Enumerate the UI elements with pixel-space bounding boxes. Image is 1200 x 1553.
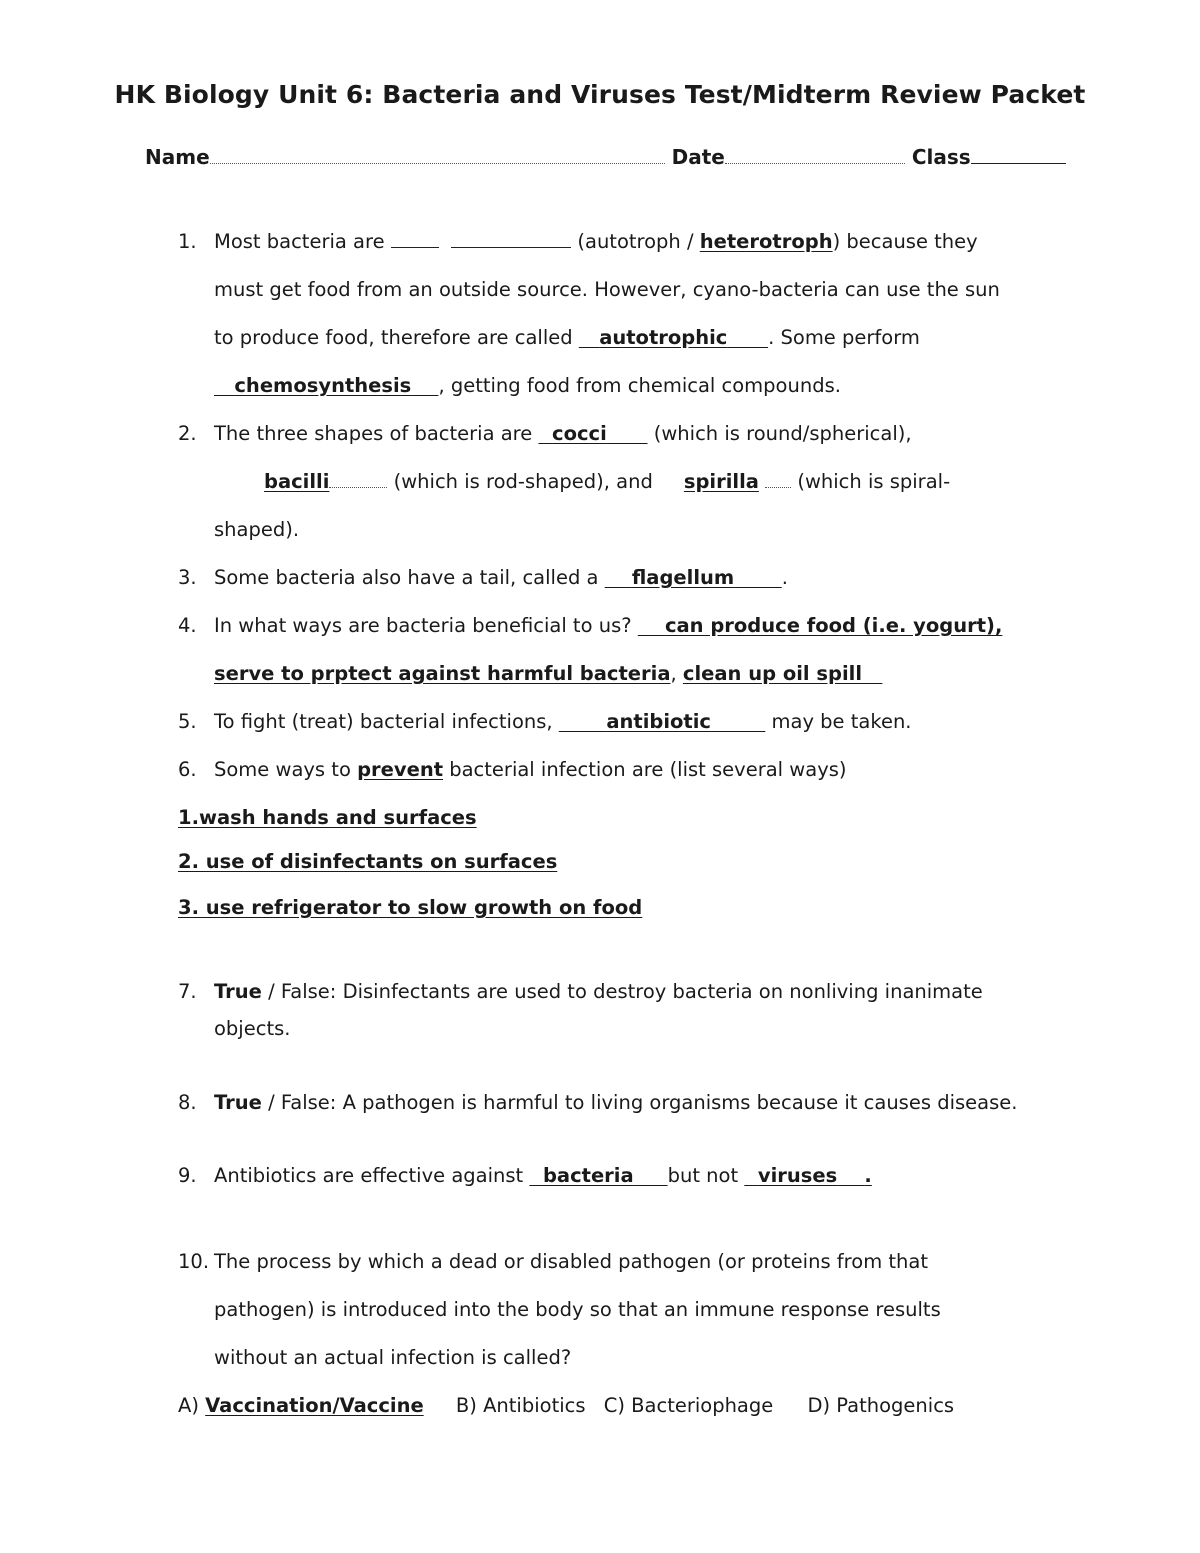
name-blank[interactable] xyxy=(210,151,665,164)
choice-c: C) Bacteriophage xyxy=(603,1394,774,1417)
q1-line-2: must get food from an outside source. However, cyano-bacteria can use the sun xyxy=(214,278,1000,301)
class-label: Class xyxy=(911,145,971,169)
q1-blank-2[interactable] xyxy=(451,235,571,248)
q1-text: Most bacteria are xyxy=(214,230,391,253)
q6-keyword: prevent xyxy=(357,758,444,781)
q2-answer-spirilla: spirilla xyxy=(683,470,759,493)
question-number: 10. xyxy=(178,1250,210,1273)
q4-answer-1: can produce food (i.e. yogurt), xyxy=(664,614,1003,637)
q2-answer-bacilli: bacilli xyxy=(264,470,330,493)
question-number: 6. xyxy=(178,758,197,781)
question-number: 3. xyxy=(178,566,197,589)
q9-answer-2: viruses . xyxy=(757,1164,872,1187)
choice-a-label: A) xyxy=(178,1394,206,1417)
q4-answer-3: clean up oil spill xyxy=(682,662,863,685)
question-number: 1. xyxy=(178,230,197,253)
page-title: HK Biology Unit 6: Bacteria and Viruses Test/Midterm Review Packet xyxy=(114,80,1086,109)
name-label: Name xyxy=(145,145,210,169)
q3-answer: flagellum xyxy=(631,566,735,589)
q1-answer: heterotroph xyxy=(699,230,833,253)
q10-line-2: pathogen) is introduced into the body so that an immune response results xyxy=(214,1298,941,1321)
q5-answer: antibiotic xyxy=(606,710,711,733)
choice-b: B) Antibiotics xyxy=(455,1394,586,1417)
q2-line-2: bacilli (which is rod-shaped), and spirilla (which is spiral- xyxy=(264,470,951,493)
question-number: 4. xyxy=(178,614,197,637)
q7-line-2: objects. xyxy=(214,1017,291,1040)
choice-d: D) Pathogenics xyxy=(807,1394,955,1417)
q7-answer: True xyxy=(214,980,262,1003)
q9-answer-1: bacteria xyxy=(542,1164,634,1187)
q6-answer-1: 1.wash hands and surfaces xyxy=(178,806,477,829)
q1-answer-autotrophic: autotrophic xyxy=(599,326,728,349)
q1-line-4: chemosynthesis , getting food from chemical compounds. xyxy=(214,374,841,397)
q4-line-2: serve to prptect against harmful bacteria, clean up oil spill xyxy=(214,662,882,685)
q1-line-3: to produce food, therefore are called autotrophic . Some perform xyxy=(214,326,920,349)
q1-blank[interactable] xyxy=(391,235,439,248)
q2-answer-cocci: cocci xyxy=(552,422,607,445)
q4-answer-2: serve to prptect against harmful bacteria xyxy=(214,662,671,685)
q1-answer-chemosynthesis: chemosynthesis xyxy=(234,374,412,397)
student-info-row xyxy=(145,145,1066,169)
question-number: 2. xyxy=(178,422,197,445)
question-number: 8. xyxy=(178,1091,197,1114)
q10-line-3: without an actual infection is called? xyxy=(214,1346,572,1369)
q2-line-3: shaped). xyxy=(214,518,300,541)
class-blank[interactable] xyxy=(971,151,1066,164)
q6-answer-3: 3. use refrigerator to slow growth on food xyxy=(178,896,643,919)
date-blank[interactable] xyxy=(725,151,905,164)
question-number: 5. xyxy=(178,710,197,733)
q10-choices xyxy=(178,1394,954,1417)
choice-a-answer: Vaccination/Vaccine xyxy=(205,1394,424,1417)
q8-answer: True xyxy=(214,1091,262,1114)
q6-answer-2: 2. use of disinfectants on surfaces xyxy=(178,850,558,873)
question-number: 9. xyxy=(178,1164,197,1187)
date-label: Date xyxy=(671,145,725,169)
question-number: 7. xyxy=(178,980,197,1003)
